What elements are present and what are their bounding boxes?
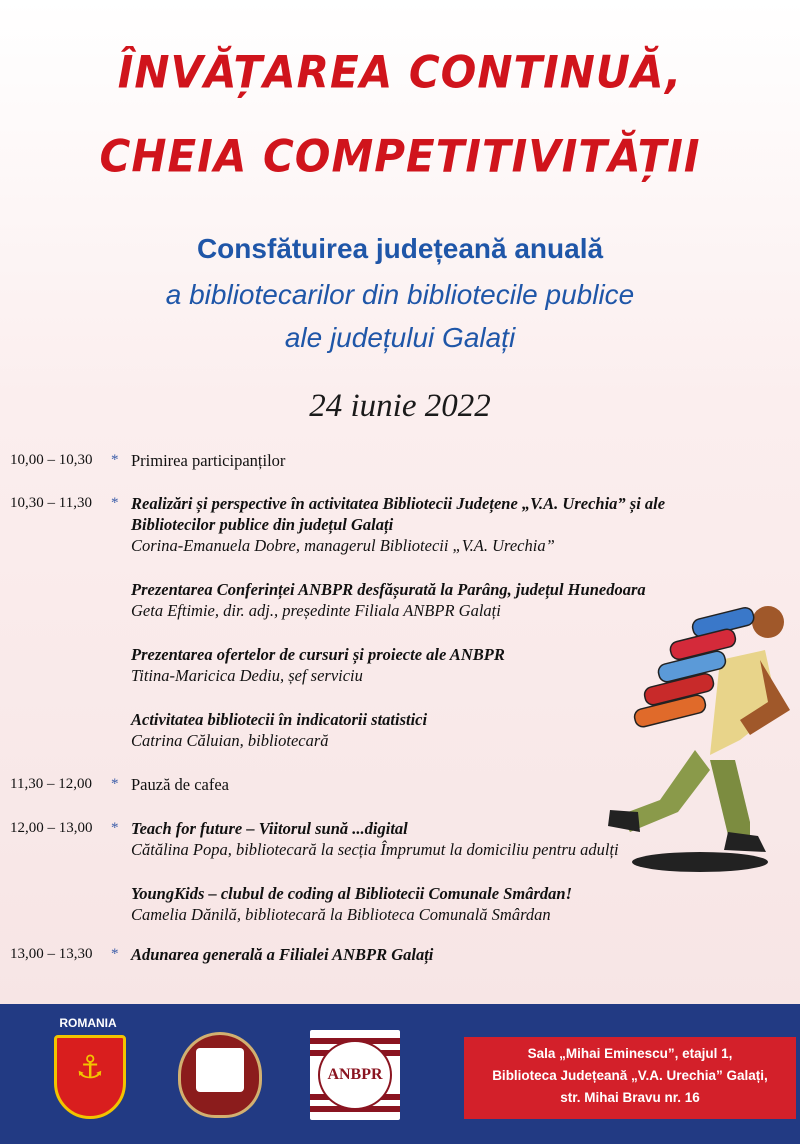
bullet-star-icon: * [111,946,119,962]
slot-time: 10,30 – 11,30 [10,495,92,511]
slot-time: 13,00 – 13,30 [10,946,93,962]
agenda-item-title: Prezentarea ofertelor de cursuri și proiecte ale ANBPR [131,645,505,664]
library-building-icon [196,1048,244,1092]
bullet-star-icon: * [111,452,119,468]
agenda-item-title: Bibliotecilor publice din județul Galați [131,515,394,534]
man-carrying-books-illustration [600,600,796,890]
slot-time: 10,00 – 10,30 [10,452,93,468]
subtitle-line2: a bibliotecarilor din bibliotecile publice [165,279,635,310]
address-line: Biblioteca Județeană „V.A. Urechia” Galați, [492,1068,768,1083]
bullet-star-icon: * [111,820,119,836]
agenda-item-speaker: Geta Eftimie, dir. adj., președinte Filiala ANBPR Galați [131,601,501,620]
poster-title-line2: CHEIA COMPETITIVITĂȚII [99,130,701,183]
crest-emblem-icon: ⚓ [75,1048,105,1086]
agenda-item-speaker: Titina-Maricica Dediu, șef serviciu [131,666,363,685]
anbpr-logo-text: ANBPR [327,1066,383,1083]
agenda-item-speaker: Camelia Dănilă, bibliotecară la Biblioteca Comunală Smârdan [131,905,551,924]
address-line: str. Mihai Bravu nr. 16 [560,1090,700,1105]
agenda-item-title: Pauză de cafea [131,775,230,794]
agenda-item-title: Activitatea bibliotecii în indicatorii statistici [131,710,428,729]
subtitle-line1: Consfătuirea județeană anuală [196,233,604,264]
address-line: Sala „Mihai Eminescu”, etajul 1, [527,1046,733,1061]
subtitle-line3: ale județului Galați [284,322,516,353]
agenda-item-title: Adunarea generală a Filialei ANBPR Galați [131,945,434,964]
slot-time: 11,30 – 12,00 [10,776,92,792]
poster-title-line1: ÎNVĂȚAREA CONTINUĂ, [117,46,683,99]
agenda-item-title: Teach for future – Viitorul sună ...digital [131,819,408,838]
venue-address-box [464,1037,796,1119]
agenda-item-title: Primirea participanților [131,451,286,470]
agenda-item-title: YoungKids – clubul de coding al Bibliotecii Comunale Smârdan! [131,884,572,903]
romania-crest-text: ROMANIA [59,1016,117,1030]
agenda-item-speaker: Cătălina Popa, bibliotecară la secția Împrumut la domiciliu pentru adulți [131,840,619,859]
bullet-star-icon: * [111,495,119,511]
agenda-item-speaker: Catrina Căluian, bibliotecară [131,731,329,750]
agenda-item-speaker: Corina-Emanuela Dobre, managerul Bibliotecii „V.A. Urechia” [131,536,555,555]
agenda-item-title: Realizări și perspective în activitatea Bibliotecii Județene „V.A. Urechia” și ale [131,494,666,513]
slot-time: 12,00 – 13,00 [10,820,93,836]
event-date: 24 iunie 2022 [309,388,491,424]
bullet-star-icon: * [111,776,119,792]
agenda-item-title: Prezentarea Conferinței ANBPR desfășurată la Parâng, județul Hunedoara [131,580,646,599]
